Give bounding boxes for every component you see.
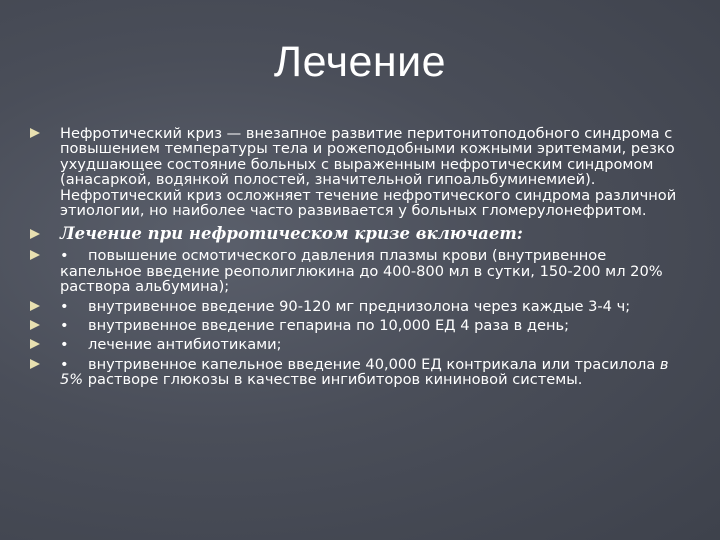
list-item-italic-text: в 5% xyxy=(60,355,669,389)
list-item-text: внутривенное введение гепарина по 10,000 ЕД 4 раза в день; xyxy=(88,317,570,335)
list-item-text: лечение антибиотиками; xyxy=(88,336,282,354)
list-item xyxy=(30,357,690,388)
bullet-dot-icon: • xyxy=(60,247,69,265)
list-item xyxy=(30,318,690,333)
treatment-heading: Лечение при нефротическом кризе включает: xyxy=(60,224,523,244)
triangle-right-icon xyxy=(30,359,40,369)
triangle-right-icon xyxy=(30,320,40,330)
slide-title xyxy=(0,38,720,87)
bullet-dot-icon: • xyxy=(60,355,69,373)
list-item-text: растворе глюкозы в качестве ингибиторов кининовой системы. xyxy=(83,371,583,389)
bullet-dot-icon: • xyxy=(60,297,69,315)
list-item-definition xyxy=(30,126,690,218)
triangle-right-icon xyxy=(30,250,40,260)
definition-text: Нефротический криз — внезапное развитие перитонитоподобного синдрома с повышением температуры тела и рожеподобными кожными эритемами, резко ухудшающее состояние больных с выраженным нефротическим синдромом (анасаркой, водянкой полостей, значительной гипоальбуминемией). Нефротический криз осложняет течение нефротического синдрома различной этиологии, но наиболее часто развивается у больных гломерулонефритом. xyxy=(60,125,677,220)
bullet-dot-icon: • xyxy=(60,317,69,335)
list-item-text: внутривенное введение 90-120 мг преднизолона через каждые 3-4 ч; xyxy=(88,297,631,315)
slide-title-text: Лечение xyxy=(273,38,447,86)
triangle-right-icon xyxy=(30,229,40,239)
list-item-heading xyxy=(30,224,690,244)
triangle-right-icon xyxy=(30,301,40,311)
triangle-right-icon xyxy=(30,128,40,138)
list-item-text: внутривенное капельное введение 40,000 ЕД контрикала или трасилола xyxy=(88,355,660,373)
list-item xyxy=(30,337,690,352)
list-item-text: повышение осмотического давления плазмы крови (внутривенное капельное введение реополиглюкина до 400-800 мл в сутки, 150-200 мл 20% раствора альбумина); xyxy=(60,247,663,296)
list-item xyxy=(30,299,690,314)
bullet-list xyxy=(30,126,690,392)
bullet-dot-icon: • xyxy=(60,336,69,354)
triangle-right-icon xyxy=(30,339,40,349)
list-item xyxy=(30,248,690,294)
